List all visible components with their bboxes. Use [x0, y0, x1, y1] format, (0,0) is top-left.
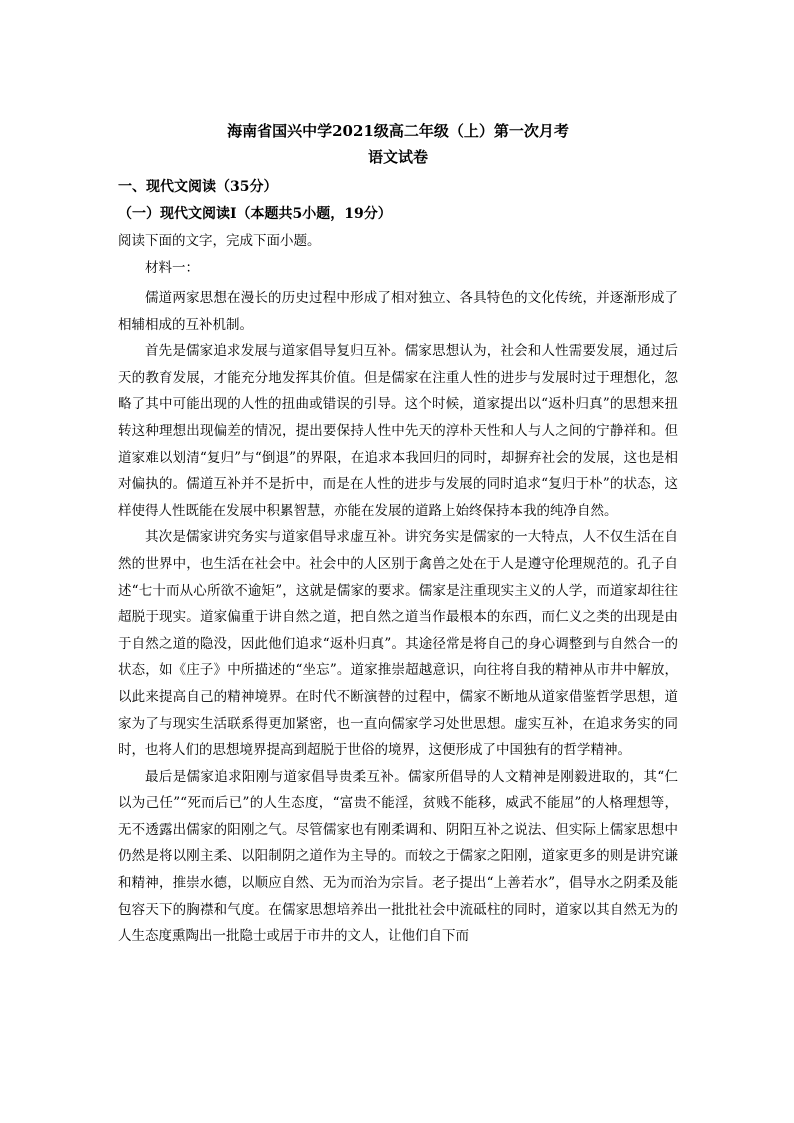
exam-subtitle: 语文试卷 [367, 148, 428, 166]
paragraph-first-point: 首先是儒家追求发展与道家倡导复归互补。儒家思想认为，社会和人性需要发展，通过后天的教育发展，才能充分地发挥其价值。但是儒家在注重人性的进步与发展时过于理想化，忽略了其中可能出现的人性的扭曲或错误的引导。这个时候，道家提出以“返朴归真”的思想来扭转这种理想出现偏差的情况，提出要保持人性中先天的淳朴天性和人与人之间的宁静祥和。但道家难以划清“复归”与“倒退”的界限，在追求本我回归的同时，却摒弃社会的发展，这也是相对偏执的。儒道互补并不是折中，而是在人性的进步与发展的同时追求“复归于朴”的状态，这样使得人性既能在发展中积累智慧，亦能在发展的道路上始终保持本我的纯净自然。 [118, 343, 678, 519]
paragraph-second-point: 其次是儒家讲究务实与道家倡导求虚互补。讲究务实是儒家的一大特点，人不仅生活在自然的世界中，也生活在社会中。社会中的人区别于禽兽之处在于人是遵守伦理规范的。孔子自述“七十而从心所欲不逾矩”，这就是儒家的要求。儒家是注重现实主义的人学，而道家却往往超脱于现实。道家偏重于讲自然之道，把自然之道当作最根本的东西，而仁义之类的出现是由于自然之道的隐没，因此他们追求“返朴归真”。其途径常是将自己的身心调整到与自然合一的状态，如《庄子》中所描述的“坐忘”。道家推崇超越意识，向往将自我的精神从市井中解放，以此来提高自己的精神境界。在时代不断演替的过程中，儒家不断地从道家借鉴哲学思想，道家为了与现实生活联系得更加紧密，也一直向儒家学习处世思想。虚实互补，在追求务实的同时，也将人们的思想境界提高到超脱于世俗的境界，这便形成了中国独有的哲学精神。 [118, 529, 678, 759]
material-label: 材料一： [145, 260, 199, 276]
sub-section-heading: （一）现代文阅读Ⅰ（本题共5小题，19分） [118, 206, 392, 222]
paragraph-third-point: 最后是儒家追求阳刚与道家倡导贵柔互补。儒家所倡导的人文精神是刚毅进取的，其“仁以为己任”“死而后已”的人生态度，“富贵不能淫，贫贱不能移，威武不能屈”的人格理想等，无不透露出儒家的阳刚之气。尽管儒家也有刚柔调和、阴阳互补之说法、但实际上儒家思想中仍然是将以刚主柔、以阳制阴之道作为主导的。而较之于儒家之阳刚，道家更多的则是讲究谦和精神，推崇水德，以顺应自然、无为而治为宗旨。老子提出“上善若水”，倡导水之阴柔及能包容天下的胸襟和气度。在儒家思想培养出一批批社会中流砥柱的同时，道家以其自然无为的人生态度熏陶出一批隐士或居于市井的文人，让他们自下而 [118, 768, 678, 945]
exam-title: 海南省国兴中学2021级高二年级（上）第一次月考 [227, 122, 569, 140]
section-heading: 一、现代文阅读（35分） [118, 179, 278, 195]
reading-instruction: 阅读下面的文字，完成下面小题。 [118, 233, 321, 249]
document-body [118, 121, 678, 950]
paragraph-intro: 儒道两家思想在漫长的历史过程中形成了相对独立、各具特色的文化传统，并逐渐形成了相辅相成的互补机制。 [118, 290, 678, 333]
